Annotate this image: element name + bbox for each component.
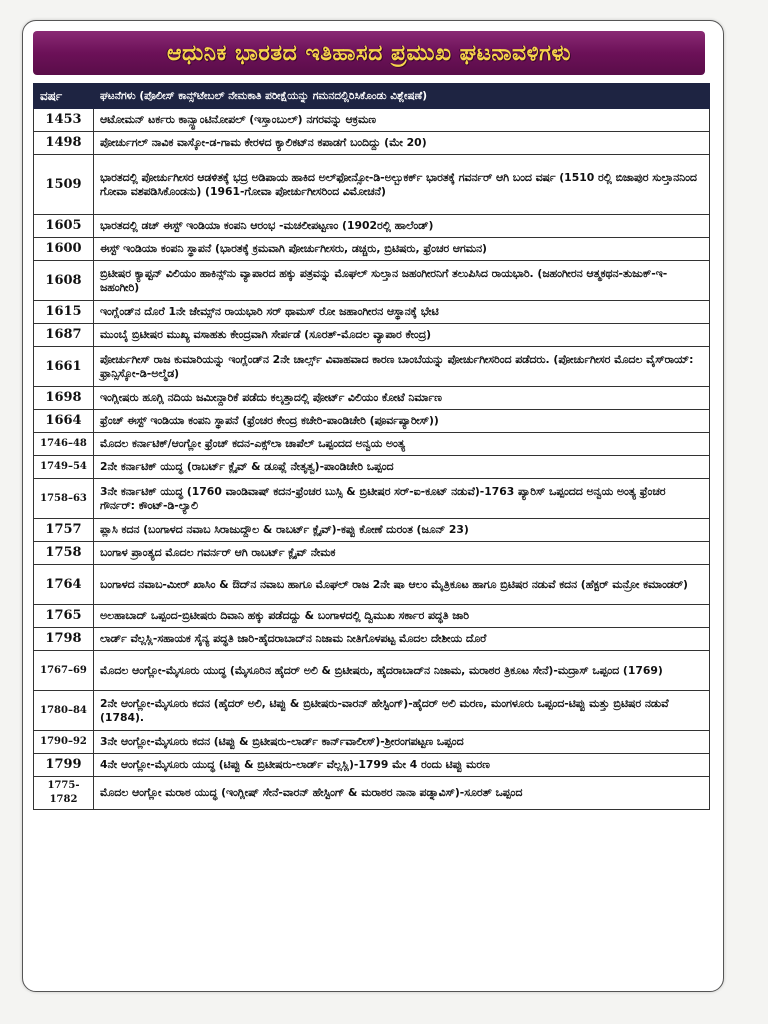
event-cell: 2ನೇ ಆಂಗ್ಲೋ-ಮೈಸೂರು ಕದನ (ಹೈದರ್ ಅಲಿ, ಟಿಪ್ಪು & ಬ್ರಿಟೀಷರು-ವಾರನ್ ಹೇಸ್ಟಿಂಗ್)-ಹೈದರ್ ಅಲಿ ಮರಣ, ಮಂಗಳೂರು ಒಪ್ಪಂದ-ಟಿಪ್ಪು ಮತ್ತು ಬ್ರಿಟಿಷರ ನಡುವೆ (1784).	[94, 691, 710, 731]
year-cell: 1661	[34, 347, 94, 387]
table-row	[34, 238, 710, 261]
year-cell: 1790–92	[34, 731, 94, 754]
year-cell: 1799	[34, 754, 94, 777]
table-row	[34, 109, 710, 132]
table-row	[34, 754, 710, 777]
year-cell: 1605	[34, 215, 94, 238]
year-cell: 1764	[34, 565, 94, 605]
event-cell: ಬಂಗಾಳ ಪ್ರಾಂತ್ಯದ ಮೊದಲ ಗವರ್ನರ್ ಆಗಿ ರಾಬರ್ಟ್ ಕ್ಲೈವ್ ನೇಮಕ	[94, 542, 710, 565]
event-cell: ಫ್ರೆಂಚ್ ಈಸ್ಟ್ ಇಂಡಿಯಾ ಕಂಪನಿ ಸ್ಥಾಪನೆ (ಫ್ರೆಂಚರ ಕೇಂದ್ರ ಕಚೇರಿ-ಪಾಂಡಿಚೇರಿ (ಪೂರ್ವಪ್ಯಾರೀಸ್))	[94, 410, 710, 433]
table-row	[34, 651, 710, 691]
year-cell: 1509	[34, 155, 94, 215]
table-body	[34, 109, 710, 810]
table-row	[34, 387, 710, 410]
event-cell: ಪ್ಲಾಸಿ ಕದನ (ಬಂಗಾಳದ ನವಾಬ ಸಿರಾಜುದ್ದೌಲ & ರಾಬರ್ಟ್ ಕ್ಲೈವ್)-ಕಪ್ಪು ಕೋಣೆ ದುರಂತ (ಜೂನ್ 23)	[94, 519, 710, 542]
table-row	[34, 565, 710, 605]
event-cell: ಈಸ್ಟ್ ಇಂಡಿಯಾ ಕಂಪನಿ ಸ್ಥಾಪನೆ (ಭಾರತಕ್ಕೆ ಕ್ರಮವಾಗಿ ಪೋರ್ಚುಗೀಸರು, ಡಚ್ಚರು, ಬ್ರಿಟಿಷರು, ಫ್ರೆಂಚರ ಆಗಮನ)	[94, 238, 710, 261]
event-cell: ಇಂಗ್ಲೀಷರು ಹೂಗ್ಲಿ ನದಿಯ ಜಮೀನ್ದಾರಿಕೆ ಪಡೆದು ಕಲ್ಕತ್ತಾದಲ್ಲಿ ಪೋರ್ಟ್ ವಿಲಿಯಂ ಕೋಟೆ ನಿರ್ಮಾಣ	[94, 387, 710, 410]
table-row	[34, 731, 710, 754]
event-cell: ಪೋರ್ಚುಗಲ್ ನಾವಿಕ ವಾಸ್ಕೋ-ಡ-ಗಾಮ ಕೇರಳದ ಕ್ಯಾಲಿಕಟ್‌ನ ಕಪಾಡಗೆ ಬಂದಿದ್ದು (ಮೇ 20)	[94, 132, 710, 155]
year-cell: 1767–69	[34, 651, 94, 691]
event-cell: ಆಟೋಮನ್ ಟರ್ಕರು ಕಾನ್ಸ್ಟಾಂಟಿನೋಪಲ್ (ಇಸ್ತಾಂಬುಲ್) ನಗರವನ್ನು ಆಕ್ರಮಣ	[94, 109, 710, 132]
table-row	[34, 301, 710, 324]
event-cell: 4ನೇ ಆಂಗ್ಲೋ-ಮೈಸೂರು ಯುದ್ಧ (ಟಿಪ್ಪು & ಬ್ರಿಟೀಷರು-ಲಾರ್ಡ್ ವೆಲ್ಲಸ್ಲಿ)-1799 ಮೇ 4 ರಂದು ಟಿಪ್ಪು ಮರಣ	[94, 754, 710, 777]
events-table	[33, 83, 710, 810]
event-cell: ಭಾರತದಲ್ಲಿ ಡಚ್ ಈಸ್ಟ್ ಇಂಡಿಯಾ ಕಂಪನಿ ಆರಂಭ -ಮಚಲೀಪಟ್ಟಣಂ (1902ರಲ್ಲಿ ಹಾಲೆಂಡ್)	[94, 215, 710, 238]
event-cell: ಇಂಗ್ಲೆಂಡ್‌ನ ದೊರೆ 1ನೇ ಜೇಮ್ಸ್‌ನ ರಾಯಭಾರಿ ಸರ್ ಥಾಮಸ್ ರೋ ಜಹಾಂಗೀರನ ಆಸ್ಥಾನಕ್ಕೆ ಭೇಟಿ	[94, 301, 710, 324]
table-row	[34, 132, 710, 155]
event-cell: ಅಲಹಾಬಾದ್ ಒಪ್ಪಂದ-ಬ್ರಿಟೀಷರು ದಿವಾನಿ ಹಕ್ಕು ಪಡೆದದ್ದು & ಬಂಗಾಳದಲ್ಲಿ ದ್ವಿಮುಖ ಸರ್ಕಾರ ಪದ್ಧತಿ ಜಾರಿ	[94, 605, 710, 628]
events-column-header: ಘಟನೆಗಳು (ಪೊಲೀಸ್ ಕಾನ್ಸ್‌ಟೇಬಲ್ ನೇಮಕಾತಿ ಪರೀಕ್ಷೆಯನ್ನು ಗಮನದಲ್ಲಿರಿಸಿಕೊಂಡು ವಿಶ್ಲೇಷಣೆ)	[94, 84, 710, 109]
table-row	[34, 324, 710, 347]
table-row	[34, 410, 710, 433]
year-cell: 1453	[34, 109, 94, 132]
year-cell: 1757	[34, 519, 94, 542]
page-title: ಆಧುನಿಕ ಭಾರತದ ಇತಿಹಾಸದ ಪ್ರಮುಖ ಘಟನಾವಳಿಗಳು	[166, 40, 571, 66]
table-row	[34, 691, 710, 731]
table-row	[34, 347, 710, 387]
event-cell: ಮೊದಲ ಆಂಗ್ಲೋ ಮರಾಠ ಯುದ್ಧ (ಇಂಗ್ಲೀಷ್ ಸೇನೆ-ವಾರನ್ ಹೇಸ್ಟಿಂಗ್ & ಮರಾಠರ ನಾನಾ ಪಡ್ನಾವಿಸ್)-ಸೂರತ್ ಒಪ್ಪಂದ	[94, 777, 710, 810]
year-cell: 1600	[34, 238, 94, 261]
year-cell: 1780–84	[34, 691, 94, 731]
year-cell: 1698	[34, 387, 94, 410]
year-cell: 1758	[34, 542, 94, 565]
event-cell: ಬಂಗಾಳದ ನವಾಬ-ಮೀರ್ ಖಾಸಿಂ & ಔದ್‌ನ ನವಾಬ ಹಾಗೂ ಮೊಘಲ್ ರಾಜ 2ನೇ ಷಾ ಆಲಂ ಮೈತ್ರಿಕೂಟ ಹಾಗೂ ಬ್ರಿಟಿಷರ ನಡುವೆ ಕದನ (ಹೆಕ್ಟರ್ ಮನ್ರೋ ಕಮಾಂಡರ್)	[94, 565, 710, 605]
year-cell: 1798	[34, 628, 94, 651]
table-row	[34, 519, 710, 542]
year-cell: 1758–63	[34, 479, 94, 519]
event-cell: ಮೊದಲ ಆಂಗ್ಲೋ-ಮೈಸೂರು ಯುದ್ಧ (ಮೈಸೂರಿನ ಹೈದರ್ ಅಲಿ & ಬ್ರಿಟೀಷರು, ಹೈದರಾಬಾದ್‌ನ ನಿಜಾಮ, ಮರಾಠರ ತ್ರಿಕೂಟ ಸೇನೆ)-ಮದ್ರಾಸ್ ಒಪ್ಪಂದ (1769)	[94, 651, 710, 691]
year-cell: 1765	[34, 605, 94, 628]
event-cell: 3ನೇ ಕರ್ನಾಟಿಕ್ ಯುದ್ಧ (1760 ವಾಂಡಿವಾಷ್ ಕದನ-ಫ್ರೆಂಚರ ಬುಸ್ಸಿ & ಬ್ರಿಟೀಷರ ಸರ್-ಐ-ಕೂಟ್ ನಡುವೆ)-1763 ಪ್ಯಾರಿಸ್ ಒಪ್ಪಂದದ ಅನ್ವಯ ಅಂತ್ಯ ಫ್ರೆಂಚರ ಗೌರ್ನರ್: ಕೌಂಟ್-ಡಿ-ಲ್ಯಾಲಿ	[94, 479, 710, 519]
year-cell: 1608	[34, 261, 94, 301]
year-cell: 1687	[34, 324, 94, 347]
year-cell: 1749–54	[34, 456, 94, 479]
year-cell: 1498	[34, 132, 94, 155]
page-sheet	[22, 20, 724, 992]
event-cell: 2ನೇ ಕರ್ನಾಟಿಕ್ ಯುದ್ಧ (ರಾಬರ್ಟ್ ಕ್ಲೈವ್ & ಡೂಪ್ಲೆ ನೇತೃತ್ವ)-ಪಾಂಡಿಚೇರಿ ಒಪ್ಪಂದ	[94, 456, 710, 479]
table-row	[34, 628, 710, 651]
table-row	[34, 605, 710, 628]
event-cell: ಬ್ರಿಟೀಷರ ಕ್ಯಾಪ್ಟನ್ ವಿಲಿಯಂ ಹಾಕಿನ್ಸ್‌ನು ವ್ಯಾಪಾರದ ಹಕ್ಕು ಪತ್ರವನ್ನು ಮೊಘಲ್ ಸುಲ್ತಾನ ಜಹಂಗೀರನಿಗೆ ತಲುಪಿಸಿದ ರಾಯಭಾರಿ. (ಜಹಂಗೀರನ ಆತ್ಮಕಥನ-ತುಜುಕ್-ಇ-ಜಹಂಗೀರಿ)	[94, 261, 710, 301]
table-row	[34, 456, 710, 479]
table-row	[34, 479, 710, 519]
title-banner	[33, 31, 705, 75]
year-cell: 1775-1782	[34, 777, 94, 810]
year-cell: 1746–48	[34, 433, 94, 456]
year-column-header: ವರ್ಷ	[34, 84, 94, 109]
table-row	[34, 215, 710, 238]
event-cell: ಪೋರ್ಚುಗೀಸ್ ರಾಜ ಕುಮಾರಿಯನ್ನು ಇಂಗ್ಲೆಂಡ್‌ನ 2ನೇ ಚಾರ್ಲ್ಸ್ ವಿವಾಹವಾದ ಕಾರಣ ಬಾಂಬೆಯನ್ನು ಪೋರ್ಚುಗೀಸರಿಂದ ಪಡೆದರು. (ಪೋರ್ಚುಗೀಸರ ಮೊದಲ ವೈಸ್‌ರಾಯ್: ಫ್ರಾನ್ಸಿಸ್ಕೋ-ಡಿ-ಅಲ್ಮೆಡ)	[94, 347, 710, 387]
table-header-row	[34, 84, 710, 109]
event-cell: ಮೊದಲ ಕರ್ನಾಟಿಕ್/ಆಂಗ್ಲೋ ಫ್ರೆಂಚ್ ಕದನ-ಎಕ್ಸ್‌ಲಾ ಚಾಪೆಲ್ ಒಪ್ಪಂದದ ಅನ್ವಯ ಅಂತ್ಯ	[94, 433, 710, 456]
year-cell: 1664	[34, 410, 94, 433]
table-row	[34, 433, 710, 456]
year-cell: 1615	[34, 301, 94, 324]
table-row	[34, 777, 710, 810]
event-cell: 3ನೇ ಆಂಗ್ಲೋ-ಮೈಸೂರು ಕದನ (ಟಿಪ್ಪು & ಬ್ರಿಟೀಷರು-ಲಾರ್ಡ್ ಕಾರ್ನ್‌ವಾಲೀಸ್)-ಶ್ರೀರಂಗಪಟ್ಟಣ ಒಪ್ಪಂದ	[94, 731, 710, 754]
table-row	[34, 542, 710, 565]
event-cell: ಲಾರ್ಡ್ ವೆಲ್ಲಸ್ಲಿ-ಸಹಾಯಕ ಸೈನ್ಯ ಪದ್ಧತಿ ಜಾರಿ-ಹೈದರಾಬಾದ್‌ನ ನಿಜಾಮ ನೀತಿಗೊಳಪಟ್ಟ ಮೊದಲ ದೇಶೀಯ ದೊರೆ	[94, 628, 710, 651]
event-cell: ಭಾರತದಲ್ಲಿ ಪೋರ್ಚುಗೀಸರ ಆಡಳಿತಕ್ಕೆ ಭದ್ರ ಅಡಿಪಾಯ ಹಾಕಿದ ಅಲ್‌ಫೋನ್ಸೋ-ಡಿ-ಅಲ್ಬುಕರ್ಕ್ ಭಾರತಕ್ಕೆ ಗವರ್ನರ್ ಆಗಿ ಬಂದ ವರ್ಷ (1510 ರಲ್ಲಿ ಬಿಜಾಪುರ ಸುಲ್ತಾನನಿಂದ ಗೋವಾ ವಶಪಡಿಸಿಕೊಂಡನು) (1961-ಗೋವಾ ಪೋರ್ಚುಗೀಸರಿಂದ ವಿಮೋಚನೆ)	[94, 155, 710, 215]
event-cell: ಮುಂಬೈ ಬ್ರಿಟೀಷರ ಮುಖ್ಯ ವಸಾಹತು ಕೇಂದ್ರವಾಗಿ ಸೇರ್ಪಡೆ (ಸೂರತ್-ಮೊದಲ ವ್ಯಾಪಾರ ಕೇಂದ್ರ)	[94, 324, 710, 347]
table-row	[34, 155, 710, 215]
table-row	[34, 261, 710, 301]
